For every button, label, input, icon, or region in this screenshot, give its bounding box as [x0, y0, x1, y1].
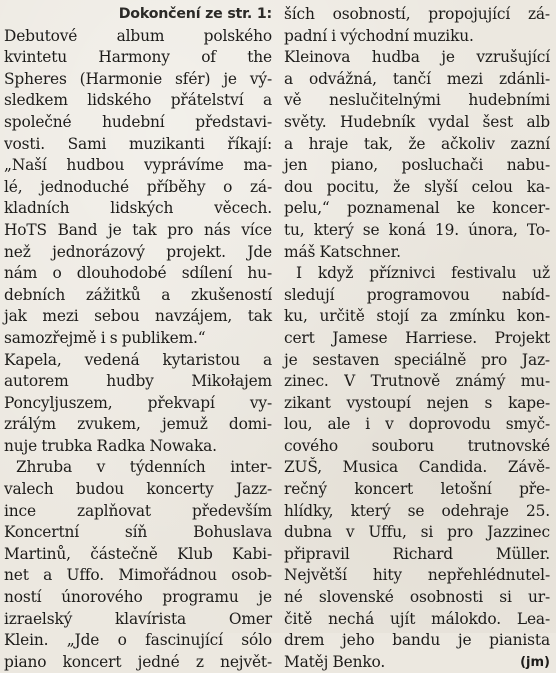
text-line: kladních lidských věcech.	[4, 199, 272, 218]
text-line: ZUŠ, Musica Candida. Závě-	[284, 458, 550, 477]
text-line: debních zážitků a zkušeností	[4, 285, 272, 304]
text-line: Koncertní síň Bohuslava	[4, 523, 272, 542]
text-line: I když příznivci festivalu už	[296, 264, 550, 283]
article-column-left	[4, 4, 272, 673]
text-line: pelu,“ poznamenal ke koncer-	[284, 199, 550, 218]
text-line: připravil Richard Müller.	[284, 544, 550, 563]
text-line: kvintetu Harmony of the	[4, 48, 272, 67]
text-line: piano koncert jedné z největ-	[4, 652, 272, 671]
text-line: společné hudební představi-	[4, 112, 272, 131]
text-line: ince zaplňovat především	[4, 501, 272, 520]
text-line: samozřejmě i s publikem.“	[4, 328, 206, 347]
text-line: dou pocitu, že slyší celou ka-	[284, 177, 550, 196]
text-line: padní i východní muziku.	[284, 26, 474, 45]
text-line: hlídky, který se odehraje 25.	[284, 501, 550, 520]
text-line: Spheres (Harmonie sfér) je vý-	[4, 69, 272, 88]
text-line: net a Uffo. Mimořádnou osob-	[4, 566, 272, 585]
text-line: dubna v Uffu, si pro Jazzinec	[284, 523, 550, 542]
text-line: zinec. V Trutnově známý mu-	[284, 372, 550, 391]
text-line: lou, ale i v doprovodu smyč-	[284, 415, 550, 434]
text-line: drem jeho bandu je pianista	[284, 631, 550, 650]
text-line: cert Jamese Harriese. Projekt	[284, 328, 550, 347]
text-line: lé, jednoduché příběhy o zá-	[4, 177, 272, 196]
text-line: než jednorázový projekt. Jde	[4, 242, 272, 261]
text-line: jak mezi sebou navzájem, tak	[4, 307, 272, 326]
text-line: Martinů, částečně Klub Kabi-	[4, 544, 272, 563]
text-line: zrálým zvukem, jemuž domi-	[4, 415, 272, 434]
text-line: je sestaven speciálně pro Jaz-	[284, 350, 550, 369]
text-line: autorem hudby Mikołajem	[4, 372, 272, 391]
text-line: Matěj Benko.	[284, 652, 386, 671]
text-line: zikant vystoupí nejen s kape-	[284, 393, 550, 412]
text-line: Klein. „Jde o fascinující sólo	[4, 631, 272, 650]
text-line: Zhruba v týdenních inter-	[16, 458, 272, 477]
text-line: izraelský klavírista Omer	[4, 609, 272, 628]
author-signature: (jm)	[520, 654, 550, 670]
text-line: rečný koncert letošní pře-	[284, 480, 550, 499]
text-line: HoTS Band je tak pro nás více	[4, 220, 272, 239]
text-line: a hraje tak, že ačkoliv zazní	[284, 134, 550, 153]
text-line: ností únorového programu je	[4, 588, 272, 607]
text-line: nám o dlouhodobé sdílení hu-	[4, 264, 272, 283]
text-line: sledkem lidského přátelství a	[4, 91, 272, 110]
text-line: máš Katschner.	[284, 242, 401, 261]
final-line	[284, 652, 550, 673]
text-line: valech budou koncerty Jazz-	[4, 480, 272, 499]
text-line: Největší hity nepřehlédnutel-	[284, 566, 550, 585]
text-line: tu, který se koná 19. února, To-	[284, 220, 550, 239]
text-line: Kapela, vedená kytaristou a	[4, 350, 272, 369]
text-line: jen piano, posluchači nabu-	[284, 156, 550, 175]
article-column-right	[284, 4, 550, 673]
text-line: Poncyljuszem, překvapí vy-	[4, 393, 272, 412]
text-line: čitě nechá ujít málokdo. Lea-	[284, 609, 550, 628]
text-line: světy. Hudebník vydal šest alb	[284, 112, 550, 131]
text-line: nuje trubka Radka Nowaka.	[4, 436, 217, 455]
text-line: „Naší hudbou vyprávíme ma-	[4, 156, 272, 175]
text-line: Kleinova hudba je vzrušující	[284, 48, 550, 67]
text-line: sledují programovou nabíd-	[284, 285, 550, 304]
text-line: ších osobností, propojující zá-	[284, 5, 550, 23]
text-line: cového souboru trutnovské	[284, 436, 550, 455]
text-line: vě neslučitelnými hudebními	[284, 91, 550, 110]
text-line: né slovenské osobnosti si ur-	[284, 588, 550, 607]
text-line: a odvážná, tančí mezi zdánli-	[284, 69, 550, 88]
text-line: ku, určitě stojí za zmínku kon-	[284, 307, 550, 326]
text-line: vosti. Sami muzikanti říkají:	[4, 134, 272, 153]
continued-from-label: Dokončení ze str. 1:	[118, 6, 272, 22]
text-line: Debutové album polského	[4, 26, 272, 45]
